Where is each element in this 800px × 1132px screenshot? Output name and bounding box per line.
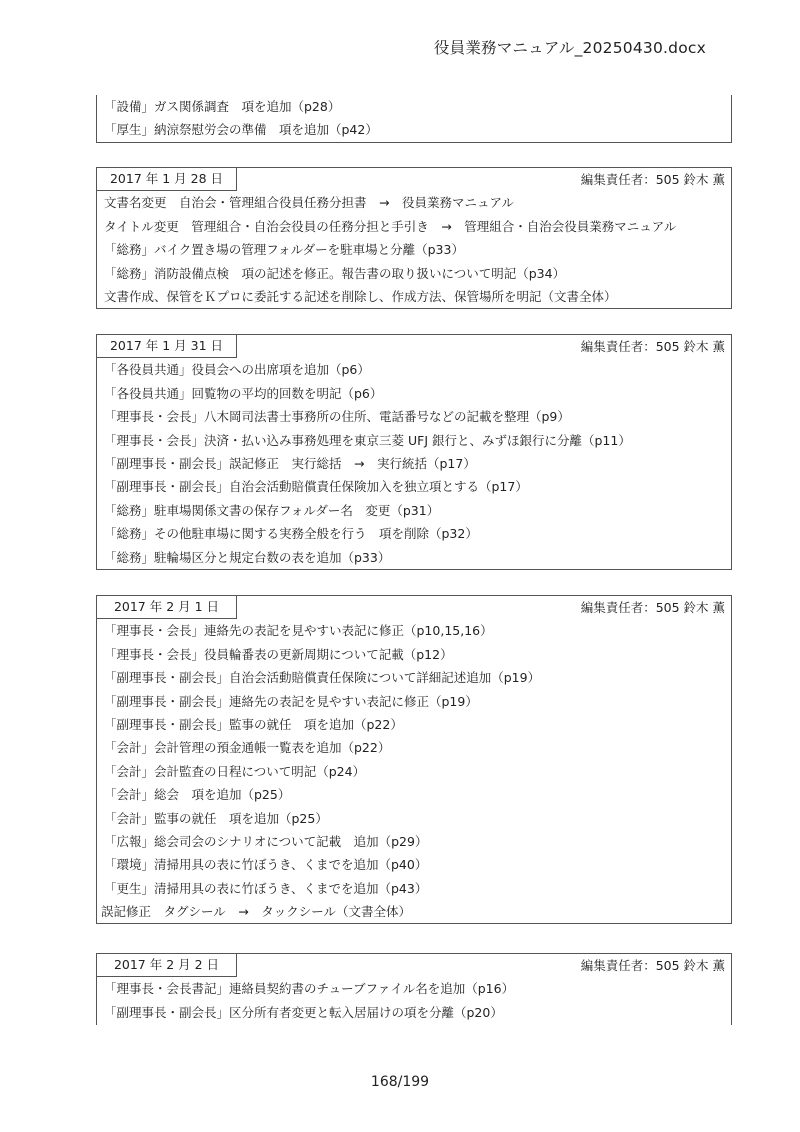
section-editor: 編集責任者：505 鈴木 薫 bbox=[580, 172, 725, 187]
changelog-entry: 「厚生」納涼祭慰労会の準備 項を追加（p42） bbox=[104, 122, 378, 138]
changelog-entry: 「会計」会計管理の預金通帳一覧表を追加（p22） bbox=[104, 740, 391, 756]
section-date: 2017 年 2 月 2 日 bbox=[96, 953, 237, 977]
changelog-entry: 文書名変更 自治会・管理組合役員任務分担書 → 役員業務マニュアル bbox=[104, 195, 514, 211]
changelog-entry: 「総務」駐車場関係文書の保存フォルダー名 変更（p31） bbox=[104, 502, 440, 518]
changelog-entry: 「副理事長・副会長」誤記修正 実行総括 → 実行統括（p17） bbox=[104, 455, 476, 471]
changelog-section-2017-01-31 bbox=[96, 334, 732, 570]
changelog-entry: 「会計」総会 項を追加（p25） bbox=[104, 787, 291, 803]
changelog-entry: 「理事長・会長」連絡先の表記を見やすい表記に修正（p10,15,16） bbox=[104, 623, 493, 639]
changelog-entry: 「各役員共通」役員会への出席項を追加（p6） bbox=[104, 362, 370, 378]
changelog-section-2017-02-01 bbox=[96, 595, 732, 924]
changelog-entry: 「理事長・会長」八木岡司法書士事務所の住所、電話番号などの記載を整理（p9） bbox=[104, 409, 570, 425]
changelog-entry: 「副理事長・副会長」監事の就任 項を追加（p22） bbox=[104, 716, 403, 732]
section-editor: 編集責任者：505 鈴木 薫 bbox=[580, 600, 725, 615]
section-date: 2017 年 1 月 28 日 bbox=[96, 167, 237, 191]
changelog-section-2017-02-02 bbox=[96, 953, 732, 1025]
changelog-entry: 「広報」総会司会のシナリオについて記載 追加（p29） bbox=[104, 833, 428, 849]
changelog-entry: 文書作成、保管をＫプロに委託する記述を削除し、作成方法、保管場所を明記（文書全体） bbox=[104, 288, 617, 304]
changelog-entry: 「副理事長・副会長」自治会活動賠償責任保険加入を独立項とする（p17） bbox=[104, 479, 528, 495]
changelog-entry: 「副理事長・副会長」自治会活動賠償責任保険について詳細記述追加（p19） bbox=[104, 670, 541, 686]
section-editor: 編集責任者：505 鈴木 薫 bbox=[580, 339, 725, 354]
changelog-entry: 「理事長・会長」役員輪番表の更新周期について記載（p12） bbox=[104, 646, 453, 662]
page-number: 168/199 bbox=[370, 1074, 430, 1090]
changelog-entry: 「理事長・会長書記」連絡員契約書のチューブファイル名を追加（p16） bbox=[104, 981, 515, 997]
changelog-entry: 誤記修正 タグシール → タックシール（文書全体） bbox=[101, 904, 411, 920]
document-header-filename: 役員業務マニュアル_20250430.docx bbox=[433, 39, 706, 57]
changelog-entry: 「総務」バイク置き場の管理フォルダーを駐車場と分離（p33） bbox=[104, 242, 464, 258]
changelog-continued-section bbox=[96, 95, 732, 143]
changelog-entry: 「会計」会計監査の日程について明記（p24） bbox=[104, 763, 366, 779]
changelog-entry: 「各役員共通」回覧物の平均的回数を明記（p6） bbox=[104, 385, 383, 401]
changelog-entry: 「総務」その他駐車場に関する実務全般を行う 項を削除（p32） bbox=[104, 526, 478, 542]
changelog-entry: 「総務」消防設備点検 項の記述を修正。報告書の取り扱いについて明記（p34） bbox=[104, 265, 566, 281]
changelog-section-2017-01-28 bbox=[96, 167, 732, 309]
changelog-entry: タイトル変更 管理組合・自治会役員の任務分担と手引き → 管理組合・自治会役員業務マニュアル bbox=[104, 218, 677, 234]
changelog-entry: 「設備」ガス関係調査 項を追加（p28） bbox=[104, 99, 341, 114]
changelog-entry: 「会計」監事の就任 項を追加（p25） bbox=[104, 810, 328, 826]
section-date: 2017 年 2 月 1 日 bbox=[96, 595, 237, 619]
section-editor: 編集責任者：505 鈴木 薫 bbox=[580, 958, 725, 973]
changelog-entry: 「副理事長・副会長」連絡先の表記を見やすい表記に修正（p19） bbox=[104, 693, 478, 709]
changelog-entry: 「理事長・会長」決済・払い込み事務処理を東京三菱 UFJ 銀行と、みずほ銀行に分離（p11） bbox=[104, 432, 631, 448]
changelog-entry: 「副理事長・副会長」区分所有者変更と転入居届けの項を分離（p20） bbox=[104, 1004, 503, 1020]
changelog-entry: 「更生」清掃用具の表に竹ぼうき、くまでを追加（p43） bbox=[104, 880, 428, 896]
changelog-entry: 「環境」清掃用具の表に竹ぼうき、くまでを追加（p40） bbox=[104, 857, 428, 873]
changelog-entry: 「総務」駐輪場区分と規定台数の表を追加（p33） bbox=[104, 549, 391, 565]
section-date: 2017 年 1 月 31 日 bbox=[96, 334, 237, 358]
